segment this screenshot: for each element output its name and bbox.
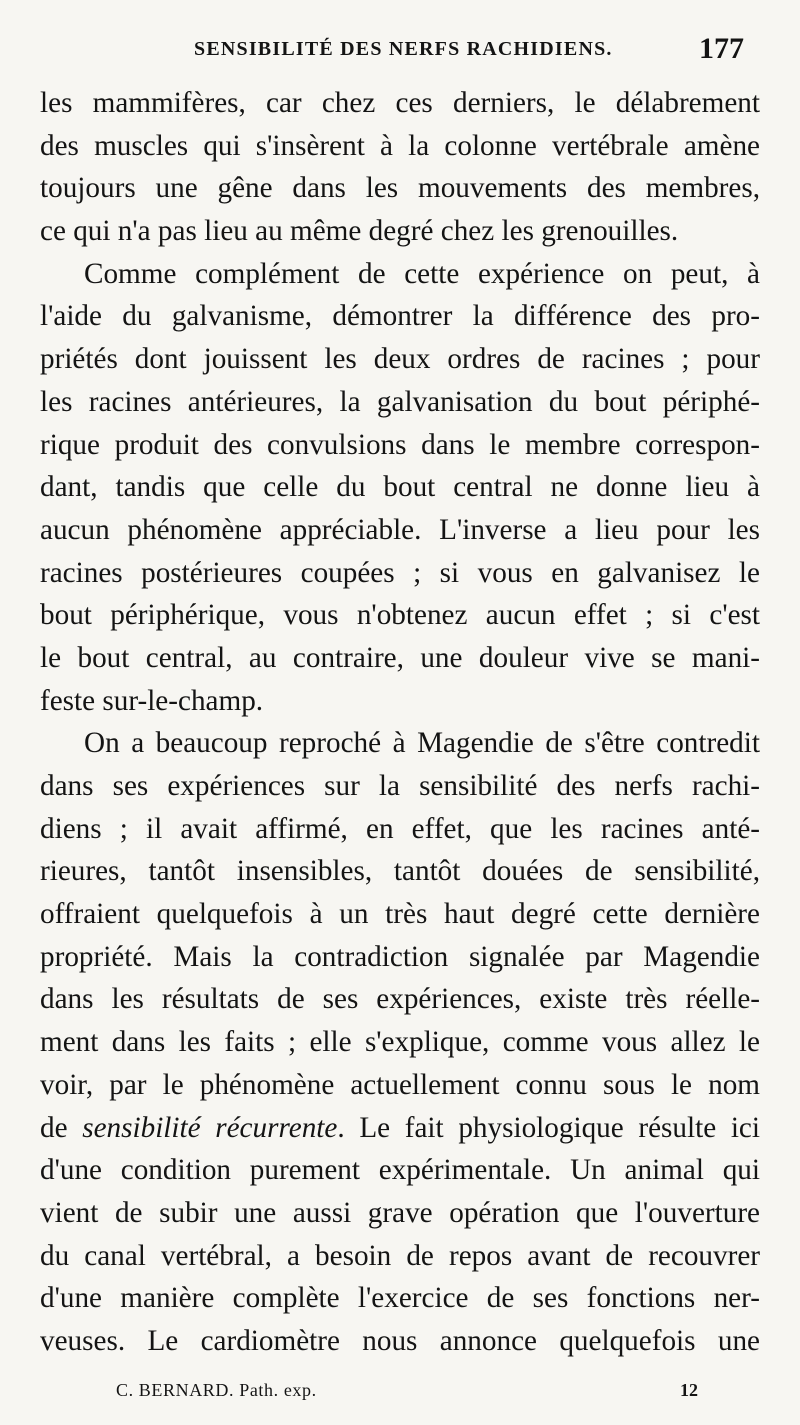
text-line: feste sur-le-champ. [40, 684, 264, 717]
text-line: veuses. Le cardiomètre nous annonce quelquefois une [40, 1324, 760, 1357]
text-line: priétés dont jouissent les deux ordres de racines ; pour [40, 343, 760, 376]
text-line: offraient quelquefois à un très haut degré cette dernière [40, 898, 760, 931]
text-line: voir, par le phénomène actuellement connu sous le nom [40, 1068, 760, 1101]
page-number: 177 [699, 32, 744, 65]
text-line: ce qui n'a pas lieu au même degré chez les grenouilles. [40, 215, 679, 248]
text-line: bout périphérique, vous n'obtenez aucun effet ; si c'est [40, 599, 760, 632]
text-line: propriété. Mais la contradiction signalée par Magendie [40, 940, 760, 973]
text-line: d'une condition purement expérimentale. Un animal qui [40, 1154, 760, 1187]
text-line: dant, tandis que celle du bout central ne donne lieu à [40, 471, 760, 504]
text-line: aucun phénomène appréciable. L'inverse a lieu pour les [40, 513, 760, 546]
text-line: d'une manière complète l'exercice de ses fonctions ner- [40, 1282, 760, 1315]
text-line: les racines antérieures, la galvanisation du bout périphé- [40, 385, 760, 418]
text-line: rique produit des convulsions dans le membre correspon- [40, 428, 760, 461]
italic-term: sensibilité récurrente [82, 1111, 338, 1144]
page-footer [0, 1380, 800, 1410]
text-line: toujours une gêne dans les mouvements des membres, [40, 172, 760, 205]
text-line: Comme complément de cette expérience on peut, à [84, 257, 760, 290]
text-line: ment dans les faits ; elle s'explique, comme vous allez le [40, 1026, 760, 1059]
body-text [40, 82, 760, 1363]
text-line: l'aide du galvanisme, démontrer la différence des pro- [40, 300, 760, 333]
text-line [40, 1107, 760, 1150]
sheet-number: 12 [680, 1380, 698, 1400]
text-line: dans les résultats de ses expériences, existe très réelle- [40, 983, 760, 1016]
text-line: des muscles qui s'insèrent à la colonne vertébrale amène [40, 129, 760, 162]
printer-signature: C. BERNARD. Path. exp. [116, 1380, 317, 1400]
text-line: le bout central, au contraire, une douleur vive se mani- [40, 641, 760, 674]
text-line: On a beaucoup reproché à Magendie de s'être contredit [84, 727, 760, 760]
text-line: du canal vertébral, a besoin de repos avant de recouvrer [40, 1239, 760, 1272]
text-segment: de [40, 1111, 83, 1144]
text-segment: . Le fait physiologique résulte ici [337, 1111, 761, 1144]
page-header [0, 32, 800, 72]
text-line: dans ses expériences sur la sensibilité des nerfs rachi- [40, 770, 760, 802]
text-line: racines postérieures coupées ; si vous en galvanisez le [40, 556, 760, 589]
text-line: les mammifères, car chez ces derniers, le délabrement [40, 87, 760, 119]
text-line: rieures, tantôt insensibles, tantôt douées de sensibilité, [40, 855, 760, 888]
text-line: vient de subir une aussi grave opération que l'ouverture [40, 1196, 760, 1229]
running-title: SENSIBILITÉ DES NERFS RACHIDIENS. [194, 38, 613, 60]
text-line: diens ; il avait affirmé, en effet, que les racines anté- [40, 812, 760, 845]
